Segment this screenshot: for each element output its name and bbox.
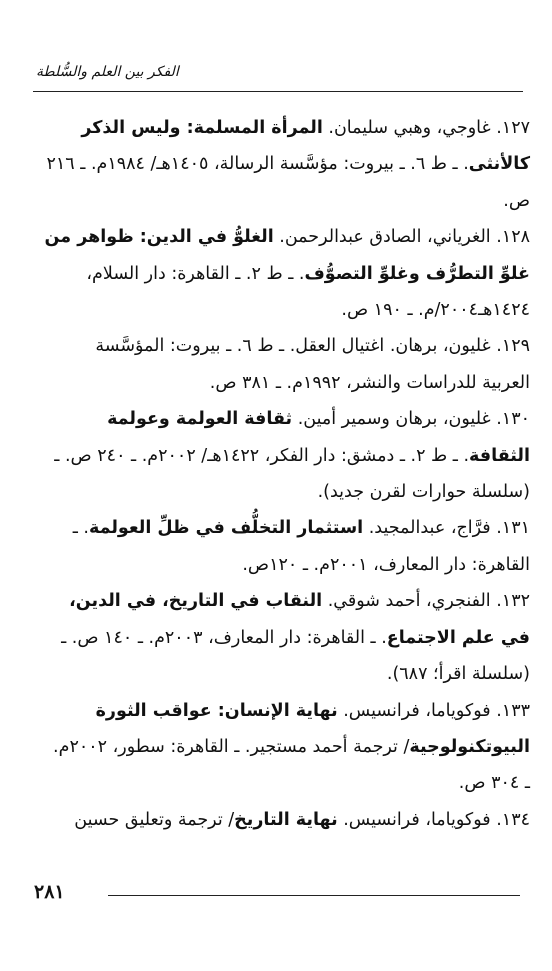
bibliography-entry (44, 219, 530, 328)
entry-number: ١٣١. (490, 518, 530, 539)
entry-author: فوكوياما، فرانسيس. (337, 700, 491, 721)
entry-number: ١٣٤. (490, 809, 530, 830)
bibliography-entry (44, 583, 530, 692)
bibliography-entry (44, 510, 530, 583)
running-header-title: الفكر بين العلم والسُّلطة (36, 64, 179, 80)
entry-number: ١٢٧. (490, 118, 530, 138)
entry-details: . ـ ط ٢. ـ دمشق: دار الفكر، ١٤٢٢هـ/ ٢٠٠٢م. ـ ٢٤٠ ص. ـ (سلسلة حوارات لقرن جديد). (54, 445, 530, 503)
entry-author: فرَّاج، عبدالمجيد. (363, 518, 491, 539)
entry-title: النقاب في التاريخ، في الدين، في علم الاجتماع (69, 591, 530, 648)
bibliography-entry (44, 328, 530, 401)
entry-title: الغلوُّ في الدين: ظواهر من غلوِّ التطرُّف وغلوِّ التصوُّف (44, 227, 530, 284)
entry-details: . ـ القاهرة: دار المعارف، ٢٠٠١م. ـ ١٢٠ص. (72, 518, 530, 575)
bibliography-entry (44, 802, 530, 838)
entry-title: نهاية التاريخ (234, 809, 338, 830)
entry-author: الغرياني، الصادق عبدالرحمن. (273, 227, 491, 248)
entry-author: فوكوياما، فرانسيس. (337, 809, 491, 830)
bibliography-entry (44, 110, 530, 219)
entry-author: غاوجي، وهبي سليمان. (322, 118, 491, 138)
entry-title: استثمار التخلُّف في ظلِّ العولمة (89, 518, 364, 539)
header-divider (33, 91, 523, 92)
entry-number: ١٣٣. (490, 700, 530, 721)
entry-details: . ـ ط ٢. ـ القاهرة: دار السلام، ١٤٢٤هـ٢٠٠٤/م. ـ ١٩٠ ص. (86, 263, 530, 321)
entry-author: غليون، برهان. (384, 336, 491, 357)
entry-title: نهاية الإنسان: عواقب الثورة البيوتكنولوجية (95, 700, 530, 757)
bibliography-entry (44, 401, 530, 510)
footer-divider (108, 895, 520, 896)
entry-title: المرأة المسلمة: وليس الذكر كالأنثى (81, 118, 530, 175)
entry-author: الفنجري، أحمد شوقي. (322, 591, 491, 612)
entry-number: ١٢٩. (490, 336, 530, 357)
entry-details: . ـ القاهرة: دار المعارف، ٢٠٠٣م. ـ ١٤٠ ص. ـ (سلسلة اقرأ؛ ٦٨٧). (61, 627, 530, 685)
bibliography-entry (44, 693, 530, 802)
entry-details: / ترجمة وتعليق حسين (74, 809, 235, 830)
page-number: ٢٨١ (34, 881, 65, 903)
bibliography-list (44, 110, 530, 838)
entry-details: . ـ ط ٦. ـ بيروت: مؤسَّسة الرسالة، ١٤٠٥هـ/ ١٩٨٤م. ـ ٢١٦ ص. (46, 154, 530, 211)
entry-details: / ترجمة أحمد مستجير. ـ القاهرة: سطور، ٢٠٠٢م. ـ ٣٠٤ ص. (53, 736, 530, 794)
entry-title: ثقافة العولمة وعولمة الثقافة (107, 409, 530, 466)
entry-number: ١٣٠. (490, 409, 530, 430)
entry-number: ١٢٨. (490, 227, 530, 248)
entry-author: غليون، برهان وسمير أمين. (292, 409, 491, 430)
entry-number: ١٣٢. (490, 591, 530, 612)
entry-details: اغتيال العقل. ـ ط ٦. ـ بيروت: المؤسَّسة العربية للدراسات والنشر، ١٩٩٢م. ـ ٣٨١ ص. (95, 336, 530, 393)
